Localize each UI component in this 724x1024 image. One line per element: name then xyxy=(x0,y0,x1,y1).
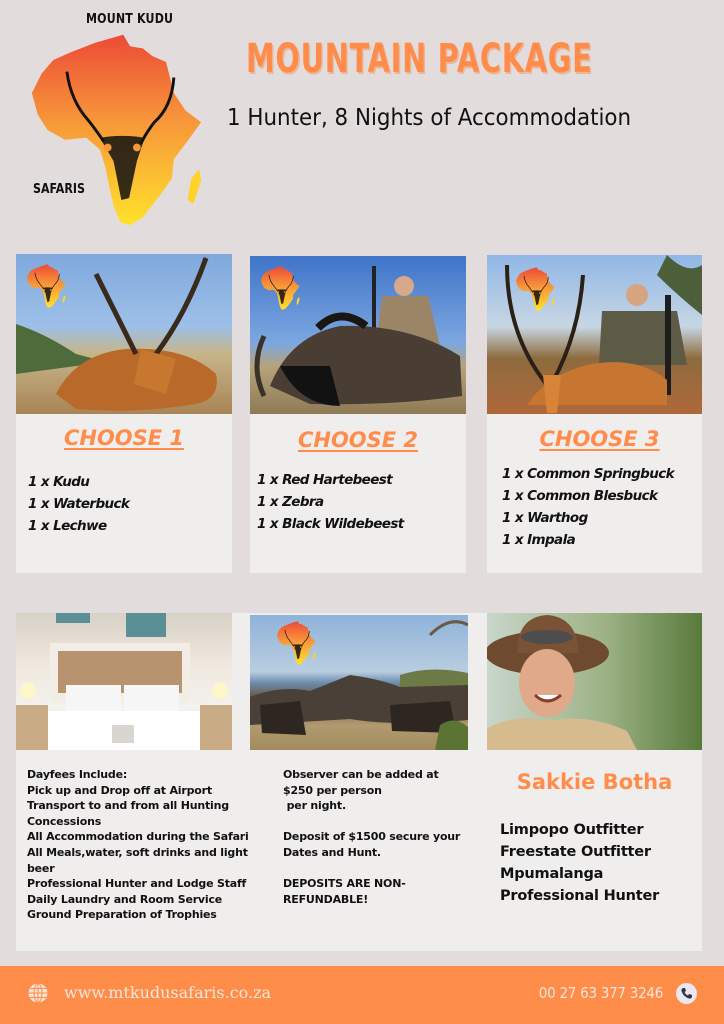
list-item: 1 x Zebra xyxy=(257,494,324,510)
text-line xyxy=(283,861,460,877)
waterbuck-trophy-photo xyxy=(16,254,232,414)
text-line: $250 per person xyxy=(283,783,382,797)
pricing-deposit-text xyxy=(283,767,460,907)
hunter-info xyxy=(487,750,702,950)
list-item: 1 x Common Blesbuck xyxy=(502,488,658,504)
impala-trophy-photo xyxy=(487,255,702,414)
logo-text-bottom: SAFARIS xyxy=(33,182,85,197)
text-line: Concessions xyxy=(27,814,102,828)
text-line: Dates and Hunt. xyxy=(283,845,381,859)
hunter-name: Sakkie Botha xyxy=(516,770,673,794)
elephants-buffalo-photo xyxy=(250,615,468,750)
africa-kudu-icon xyxy=(28,30,203,230)
details-panel xyxy=(16,613,702,951)
text-line: All Accommodation during the Safari xyxy=(27,830,249,844)
bedroom-photo xyxy=(16,613,232,750)
list-item: 1 x Red Hartebeest xyxy=(257,472,393,488)
phone-number[interactable]: 00 27 63 377 3246 xyxy=(538,984,663,1002)
list-item: 1 x Kudu xyxy=(28,474,90,490)
footer-bar xyxy=(0,966,724,1024)
choose-3-heading: CHOOSE 3 xyxy=(539,427,660,451)
dayfees-includes-text xyxy=(27,767,249,923)
text-line: Pick up and Drop off at Airport xyxy=(27,783,212,797)
choose-2-heading: CHOOSE 2 xyxy=(297,428,419,452)
website-link[interactable]: www.mtkudusafaris.co.za xyxy=(64,983,272,1002)
text-line: Dayfees Include: xyxy=(27,768,128,781)
mount-kudu-logo xyxy=(28,10,208,232)
choose-3-list xyxy=(502,463,674,551)
choose-1-heading: CHOOSE 1 xyxy=(63,426,185,450)
list-item: 1 x Black Wildebeest xyxy=(257,516,404,532)
text-line: Deposit of $1500 secure your xyxy=(283,830,461,844)
option-card-3 xyxy=(487,255,702,573)
page-title: MOUNTAIN PACKAGE xyxy=(246,36,593,82)
sakkie-botha-portrait-photo xyxy=(487,613,702,750)
role-line: Professional Hunter xyxy=(500,888,660,904)
logo-watermark-icon xyxy=(260,264,300,312)
logo-watermark-icon xyxy=(26,262,66,310)
role-line: Freestate Outfitter xyxy=(500,844,651,860)
option-card-2 xyxy=(250,256,466,573)
role-line: Mpumalanga xyxy=(500,866,604,882)
page-subtitle: 1 Hunter, 8 Nights of Accommodation xyxy=(227,105,632,131)
logo-text-top: MOUNT KUDU xyxy=(86,12,174,27)
logo-watermark-icon xyxy=(515,265,555,313)
text-line: Ground Preparation of Trophies xyxy=(27,908,217,922)
text-line: per night. xyxy=(283,799,346,813)
text-line: All Meals,water, soft drinks and light xyxy=(27,845,248,859)
text-line: beer xyxy=(27,861,55,875)
globe-icon xyxy=(28,983,48,1003)
list-item: 1 x Lechwe xyxy=(28,518,107,534)
text-line: Observer can be added at xyxy=(283,768,439,781)
text-line: DEPOSITS ARE NON- xyxy=(283,877,406,891)
text-line: Professional Hunter and Lodge Staff xyxy=(27,877,247,891)
text-line: Daily Laundry and Room Service xyxy=(27,892,223,906)
list-item: 1 x Waterbuck xyxy=(28,496,130,512)
text-line: Transport to and from all Hunting xyxy=(27,799,229,813)
hunter-roles xyxy=(500,819,659,907)
logo-watermark-icon xyxy=(276,619,316,667)
role-line: Limpopo Outfitter xyxy=(500,822,644,838)
text-line: REFUNDABLE! xyxy=(283,892,369,906)
list-item: 1 x Common Springbuck xyxy=(502,466,675,482)
list-item: 1 x Impala xyxy=(502,532,576,548)
list-item: 1 x Warthog xyxy=(502,510,588,526)
option-card-1 xyxy=(16,254,232,573)
choose-2-list xyxy=(257,469,404,535)
black-wildebeest-trophy-photo xyxy=(250,256,466,414)
text-line xyxy=(283,814,460,830)
choose-1-list xyxy=(28,471,129,537)
phone-icon xyxy=(676,983,697,1004)
